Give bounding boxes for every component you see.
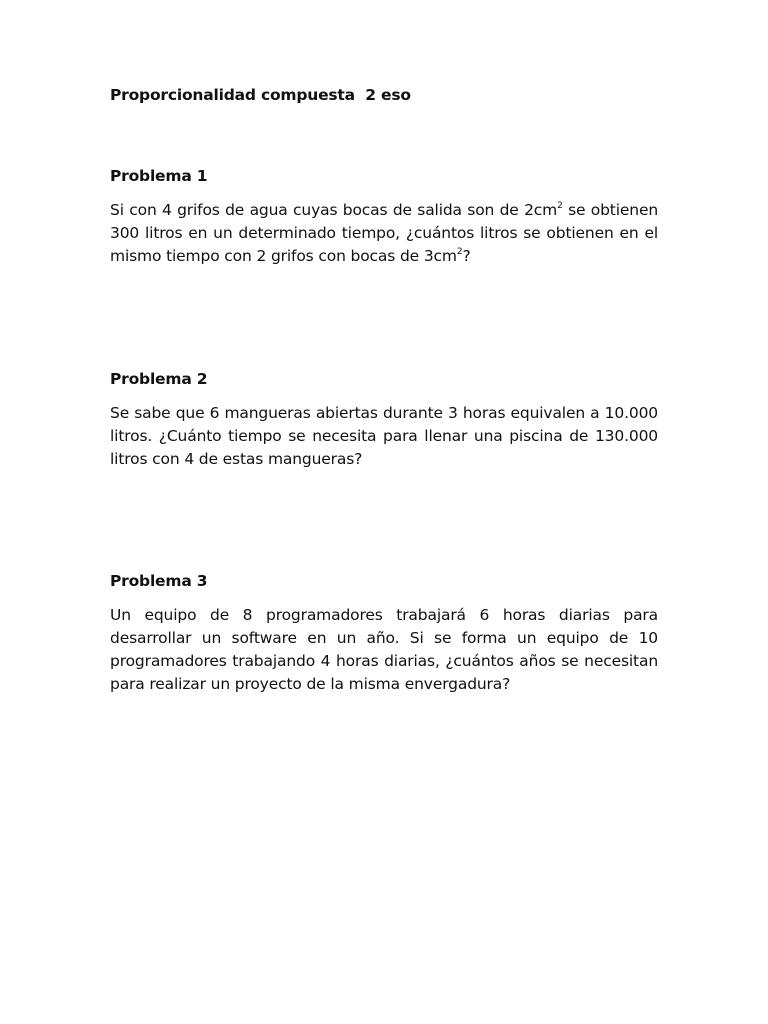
problem-2-heading: Problema 2 [110,370,208,388]
problem-1-text-part-b: se obtienen 300 litros en un determinado tiempo, ¿cuántos litros se obtienen en el mismo tiempo con 2 grifos con bocas de 3cm [110,201,658,265]
problem-1-text [110,199,658,268]
problem-3-text: Un equipo de 8 programadores trabajará 6 horas diarias para desarrollar un software en un año. Si se forma un equipo de 10 programadores trabajando 4 horas diarias, ¿cuántos años se necesitan para realizar un proyecto de la misma envergadura? [110,606,658,693]
problem-1-text-part-c: ? [462,247,471,265]
problem-1-text-part-a: Si con 4 grifos de agua cuyas bocas de salida son de 2cm [110,201,558,219]
problem-2 [110,368,658,471]
problem-3 [110,570,658,696]
problem-2-text: Se sabe que 6 mangueras abiertas durante 3 horas equivalen a 10.000 litros. ¿Cuánto tiempo se necesita para llenar una piscina de 130.000 litros con 4 de estas mangueras? [110,404,658,468]
document-title: Proporcionalidad compuesta 2 eso [110,86,411,104]
document-page [110,0,658,1024]
problem-1 [110,165,658,268]
superscript-exponent: 2 [557,201,563,211]
superscript-exponent: 2 [456,247,463,257]
problem-1-heading: Problema 1 [110,167,208,185]
problem-3-heading: Problema 3 [110,572,208,590]
